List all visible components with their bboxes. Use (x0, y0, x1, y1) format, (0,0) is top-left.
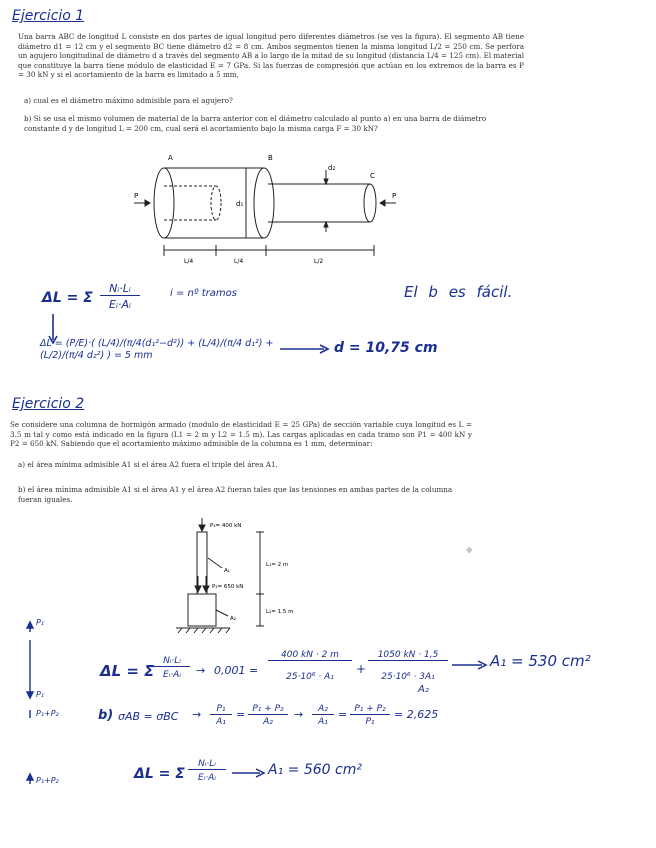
ex2-line-a-lhs: ΔL = Σ (100, 662, 155, 680)
ex2-item-b: b) el área mínima admisible A1 si el área A1 y el área A2 fueran tales que las tensiones en ambas partes de la columna fueran iguales. (18, 485, 453, 504)
ex2-line-a-val: 0,001 = (214, 664, 259, 677)
ex2-frac1-den: 25·10⁶ · A₁ (286, 672, 334, 682)
ex2-item-a: a) el área mínima admisible A1 si el área A2 fuera el triple del área A1. (18, 460, 278, 469)
dim-2: L/4 (234, 258, 244, 265)
eq-1: = (236, 708, 246, 721)
ex2-line-a-num: Nᵢ·Lᵢ (154, 656, 190, 667)
ex1-item-a: a) cual es el diámetro máximo admisible para el agujero? (24, 96, 233, 105)
ex2-line-c-num: Nᵢ·Lᵢ (188, 759, 226, 770)
axial-force-diagram (24, 618, 40, 788)
ex1-result: d = 10,75 cm (334, 340, 438, 356)
ex2-line-c-den: Eᵢ·Aᵢ (198, 773, 216, 783)
ex1-title: Ejercicio 1 (12, 8, 85, 24)
b-frac2-den: A₂ (263, 717, 273, 727)
result-arrow-icon-2 (232, 768, 266, 778)
b-frac2-num: P₁ + P₂ (248, 704, 288, 715)
ex2-plus: + (356, 662, 367, 676)
b-frac1-num: P₁ (210, 704, 232, 715)
diag-p1p2-b: P₁+P₂ (36, 776, 59, 785)
ex1-statement: Una barra ABC de longitud L consiste en dos partes de igual longitud pero diferentes diámetros (se ves la figura). El segmento AB tiene diámetro d1 = 12 cm y el segmento BC tiene diámetro d2 = 8 cm. Ambos segmentos tienen la misma longitud L/2 = 250 cm. Se perfora un agujero longitudinal de diámetro d a través del segmento AB a lo largo de la mitad de su longitud (distancia L/4 = 125 cm). El material que constituye la barra tiene módulo de elasticidad E = 7 GPa. Si las fuerzas de compresión que actúan en los extremos de la barra es P = 30 kN y si el acortamiento de la barra es limitado a 5 mm, (18, 32, 524, 80)
label-a1: A₁ (224, 568, 230, 574)
ex1-formula-note: i = nº tramos (170, 288, 237, 299)
ex2-line-a-den: Eᵢ·Aᵢ (163, 670, 181, 680)
plus-marker-icon: ✥ (466, 546, 473, 555)
diag-p1p2: P₁+P₂ (36, 709, 59, 718)
label-a: A (168, 154, 173, 162)
ex1-formula-den: Eᵢ·Aᵢ (109, 298, 131, 311)
ex2-frac2-num: 1050 kN · 1,5 (368, 650, 448, 661)
right-arrow-icon (280, 344, 330, 354)
ex2-sigma: σAB = σBC (118, 710, 179, 723)
ex1-formula-lhs: ΔL = Σ (42, 290, 93, 306)
b-frac1-den: A₁ (216, 717, 226, 727)
ex2-line-c-lhs: ΔL = Σ (134, 766, 185, 782)
ex2-frac1-num: 400 kN · 2 m (268, 650, 352, 661)
ex2-result-a: A₁ = 530 cm² (490, 652, 591, 670)
label-d2: d₂ (328, 164, 336, 172)
dim-3: L/2 (314, 258, 324, 265)
label-l2: L₂= 1.5 m (266, 609, 294, 615)
eq-2: = (338, 708, 348, 721)
label-d1: d₁ (236, 200, 244, 208)
diag-p1: P₁ (36, 618, 45, 627)
b-frac3-den: A₁ (318, 717, 328, 727)
arrow-1: → (192, 708, 202, 721)
diag-p1-b: P₁ (36, 690, 45, 699)
b-frac3-num: A₂ (312, 704, 334, 715)
label-p-left: P (134, 192, 139, 200)
label-l1: L₁= 2 m (266, 562, 289, 568)
label-b: B (268, 154, 273, 162)
label-a2: A₂ (230, 616, 236, 622)
ex1-formula-expanded: ΔL = (P/E)·( (L/4)/(π/4(d₁²−d²)) + (L/4)/(π/4 d₁²) + (L/2)/(π/4 d₂²) ) = 5 mm (40, 338, 274, 361)
ex2-statement: Se considere una columna de hormigón armado (modulo de elasticidad E = 25 GPa) de sección variable cuya longitud es L = 3.5 m tal y como está indicado en la figura (L1 = 2 m y L2 = 1.5 m). Las cargas aplicadas en cada tramo son P1 = 400 kN y P2 = 650 kN. Sabiendo que el acortamiento máximo admisible de la columna es 1 mm, determinar: (10, 420, 472, 449)
ex1-bar-figure (130, 150, 400, 268)
result-arrow-icon (452, 660, 488, 670)
ex2-frac2-extra: A₂ (418, 684, 429, 695)
b-frac4-den: P₁ (365, 717, 375, 727)
ex2-line-b-label: b) (98, 708, 114, 723)
ex1-item-b: b) Si se usa el mismo volumen de material de la barra anterior con el diámetro calculado al punto a) en una barra de diámetro constante d y de longitud L = 200 cm, cual será el acortamiento bajo la misma carga F = 30 kN? (24, 114, 487, 133)
label-p-right: P (392, 192, 397, 200)
ex1-formula-num: Nᵢ·Lᵢ (100, 282, 140, 296)
ex2-result-b: A₁ = 560 cm² (268, 762, 362, 778)
ex2-title: Ejercicio 2 (12, 396, 85, 412)
ex2-frac2-den: 25·10⁶ · 3A₁ (381, 672, 435, 682)
b-frac4-num: P₁ + P₂ (350, 704, 390, 715)
ex1-note-b: El b es fácil. (404, 283, 513, 301)
label-p2: P₂= 650 kN (212, 584, 244, 590)
label-c: C (370, 172, 375, 180)
ex2-line-a-arrow: → (196, 664, 206, 677)
ex2-column-figure (170, 518, 310, 638)
arrow-2: → (294, 708, 304, 721)
b-result: = 2,625 (394, 708, 439, 721)
label-p1: P₁= 400 kN (210, 523, 242, 529)
dim-1: L/4 (184, 258, 194, 265)
